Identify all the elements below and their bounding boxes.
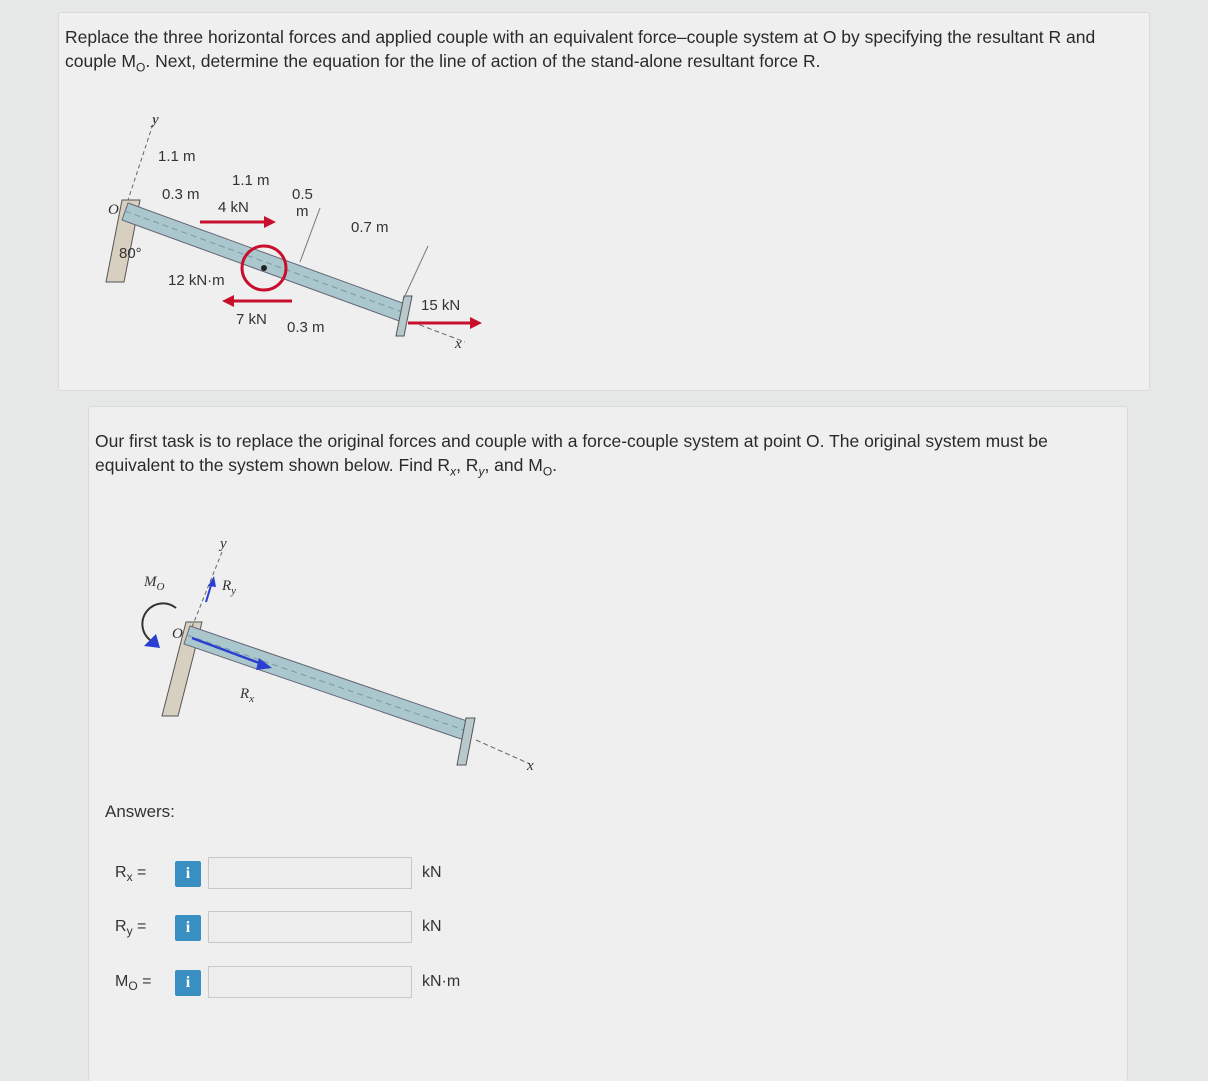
ry-input[interactable] xyxy=(208,911,412,943)
force-7kN-label: 7 kN xyxy=(236,311,267,328)
dim-0-5-top: 0.5 xyxy=(292,186,313,203)
problem-statement: Replace the three horizontal forces and applied couple with an equivalent force–couple system at O by specifying the resultant R and couple $M_O$. Next, determine the equation for the line of action of the stand-alone resultant force R. xyxy=(65,27,1096,75)
force-Rx-label: $R_x$ xyxy=(240,686,255,705)
dim-0-3m: 0.3 m xyxy=(162,186,200,203)
x-axis-label-2: x xyxy=(527,758,534,774)
dim-0-7m: 0.7 m xyxy=(351,219,389,236)
angle-label: 80° xyxy=(119,245,142,262)
force-15kN-label: 15 kN xyxy=(421,297,461,314)
task-instructions: Our first task is to replace the original forces and couple with a force-couple system at point O. The original system must be equivalent to the system shown below. Find $R_x$, $R_y$, and $M_O$. xyxy=(95,431,1048,479)
mo-unit: kN·m xyxy=(422,973,461,990)
mo-label: $M_O$ = xyxy=(115,973,152,994)
ry-info-button[interactable]: i xyxy=(175,915,201,941)
y-axis-label-2: y xyxy=(220,536,227,552)
mo-input[interactable] xyxy=(208,966,412,998)
dim-0-5-bottom: m xyxy=(296,203,309,220)
force-4kN-label: 4 kN xyxy=(218,199,249,216)
x-axis-label: x xyxy=(455,336,462,352)
rx-label: $R_x$ = xyxy=(115,864,147,885)
origin-label: O xyxy=(108,202,119,218)
couple-12kNm-label: 12 kN·m xyxy=(168,272,225,289)
rx-input[interactable] xyxy=(208,857,412,889)
force-Ry-label: $R_y$ xyxy=(222,578,237,597)
ry-label: $R_y$ = xyxy=(115,918,147,939)
mo-info-button[interactable]: i xyxy=(175,970,201,996)
origin-label-2: O xyxy=(172,626,183,642)
moment-Mo-label: $M_O$ xyxy=(144,574,165,593)
rx-info-button[interactable]: i xyxy=(175,861,201,887)
dim-1-1m: 1.1 m xyxy=(158,148,196,165)
figure-original-system xyxy=(0,0,1208,400)
answers-heading: Answers: xyxy=(105,802,175,821)
dim-1-1m-second: 1.1 m xyxy=(232,172,270,189)
y-axis-label: y xyxy=(152,112,159,128)
figure-equivalent-system xyxy=(0,520,1208,820)
dim-0-3m-bottom: 0.3 m xyxy=(287,319,325,336)
ry-unit: kN xyxy=(422,918,442,935)
rx-unit: kN xyxy=(422,864,442,881)
